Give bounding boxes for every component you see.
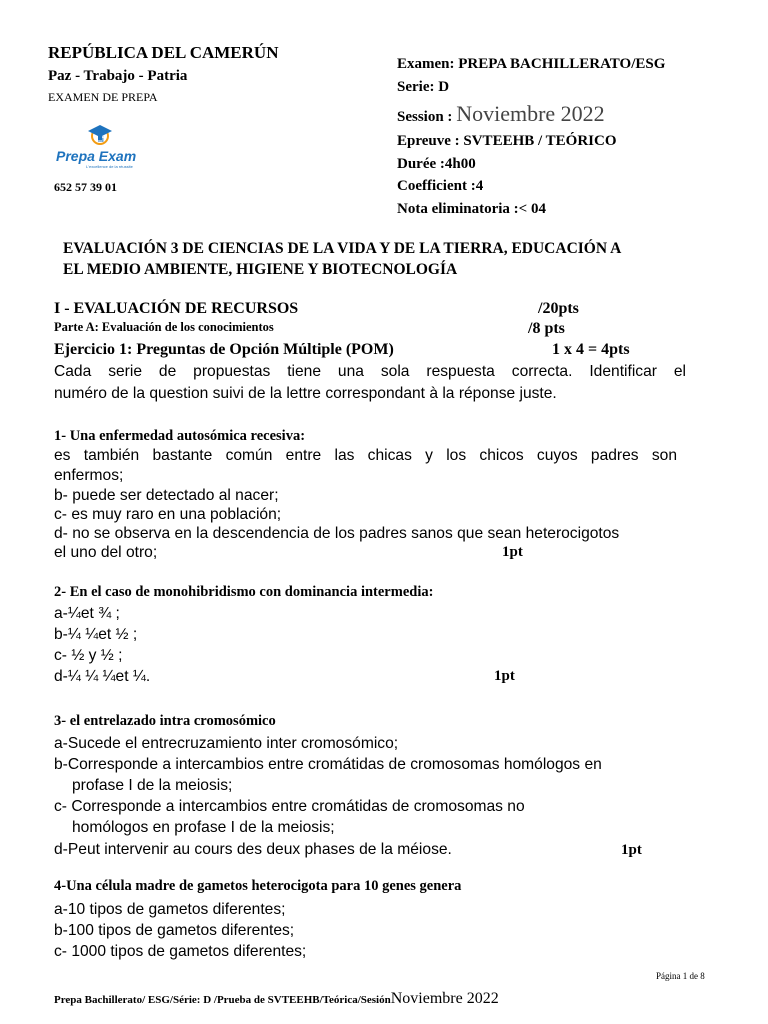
exam-title-line2: EL MEDIO AMBIENTE, HIGIENE Y BIOTECNOLOGÍA [63,261,458,278]
question-2-option-d: d-¼ ¼ ¼et ¼. [54,668,151,685]
question-4-option-b: b-100 tipos de gametos diferentes; [54,922,295,939]
question-4-option-c: c- 1000 tipos de gametos diferentes; [54,943,307,960]
question-1-option-d-line2: el uno del otro; [54,544,158,561]
session-label: Session : [397,109,457,125]
question-2-option-c: c- ½ y ½ ; [54,647,123,664]
phone-number: 652 57 39 01 [54,180,117,194]
question-2-title: 2- En el caso de monohibridismo con dominancia intermedia: [54,584,434,600]
question-4-title: 4-Una célula madre de gametos heterocigota para 10 genes genera [54,878,462,894]
question-3-option-c-line2: homólogos en profase I de la meiosis; [72,819,335,836]
question-3-option-b-line1: b-Corresponde a intercambios entre cromátidas de cromosomas homólogos en [54,756,602,773]
nota-eliminatoria: Nota eliminatoria :< 04 [397,201,546,217]
instructions-line1: Cada serie de propuestas tiene una sola respuesta correcta. Identificar el [54,363,686,380]
question-1-points: 1pt [502,544,523,560]
question-1-option-c: c- es muy raro en una población; [54,506,282,523]
exam-title-line1: EVALUACIÓN 3 DE CIENCIAS DE LA VIDA Y DE LA TIERRA, EDUCACIÓN A [63,240,622,257]
section-heading-pts: /20pts [538,300,579,317]
question-3-option-d: d-Peut intervenir au cours des deux phases de la méiose. [54,841,452,858]
serie: Serie: D [397,79,450,95]
motto: Paz - Trabajo - Patria [48,68,188,84]
instructions-line2: numéro de la question suivi de la lettre correspondant à la réponse juste. [54,385,557,402]
question-3-option-a: a-Sucede el entrecruzamiento inter cromosómico; [54,735,399,752]
question-2-option-b: b-¼ ¼et ½ ; [54,626,138,643]
logo-tagline: L'excellence de la réussite [86,164,133,169]
page-number: Página 1 de 8 [656,971,705,981]
prepa-exam-logo [54,122,146,172]
logo-text: Prepa Exam [56,148,137,164]
question-1-title: 1- Una enfermedad autosómica recesiva: [54,428,306,444]
duree: Durée :4h00 [397,156,476,172]
question-1-option-b: b- puede ser detectado al nacer; [54,487,279,504]
question-3-option-b-line2: profase I de la meiosis; [72,777,233,794]
svg-text:iii: iii [98,137,104,144]
question-1-option-a-line1: es también bastante común entre las chicas y los chicos cuyos padres son [54,447,677,464]
part-a-pts: /8 pts [528,320,565,337]
exercise-heading: Ejercicio 1: Preguntas de Opción Múltiple (POM) [54,341,394,358]
footer-session: Noviembre 2022 [390,990,499,1007]
country-name: REPÚBLICA DEL CAMERÚN [48,43,279,62]
question-3-points: 1pt [621,842,642,858]
question-4-option-a: a-10 tipos de gametos diferentes; [54,901,286,918]
footer-label: Prepa Bachillerato/ ESG/Série: D /Prueba de SVTEEHB/Teórica/Sesión [54,994,391,1006]
footer-text [54,990,499,1008]
exercise-pts: 1 x 4 = 4pts [552,341,630,358]
question-2-option-a: a-¼et ¾ ; [54,605,120,622]
session [397,101,605,127]
question-3-title: 3- el entrelazado intra cromosómico [54,713,276,729]
coefficient: Coefficient :4 [397,178,484,194]
exam-type: EXAMEN DE PREPA [48,90,158,104]
section-heading: I - EVALUACIÓN DE RECURSOS [54,300,299,317]
session-value: Noviembre 2022 [456,101,605,126]
question-1-option-a-line2: enfermos; [54,467,124,484]
part-a-heading: Parte A: Evaluación de los conocimientos [54,320,274,334]
question-3-option-c-line1: c- Corresponde a intercambios entre cromátidas de cromosomas no [54,798,525,815]
question-1-option-d-line1: d- no se observa en la descendencia de los padres sanos que sean heterocigotos [54,525,620,542]
question-2-points: 1pt [494,668,515,684]
exam-name: Examen: PREPA BACHILLERATO/ESG [397,56,666,72]
epreuve: Epreuve : SVTEEHB / TEÓRICO [397,133,617,149]
